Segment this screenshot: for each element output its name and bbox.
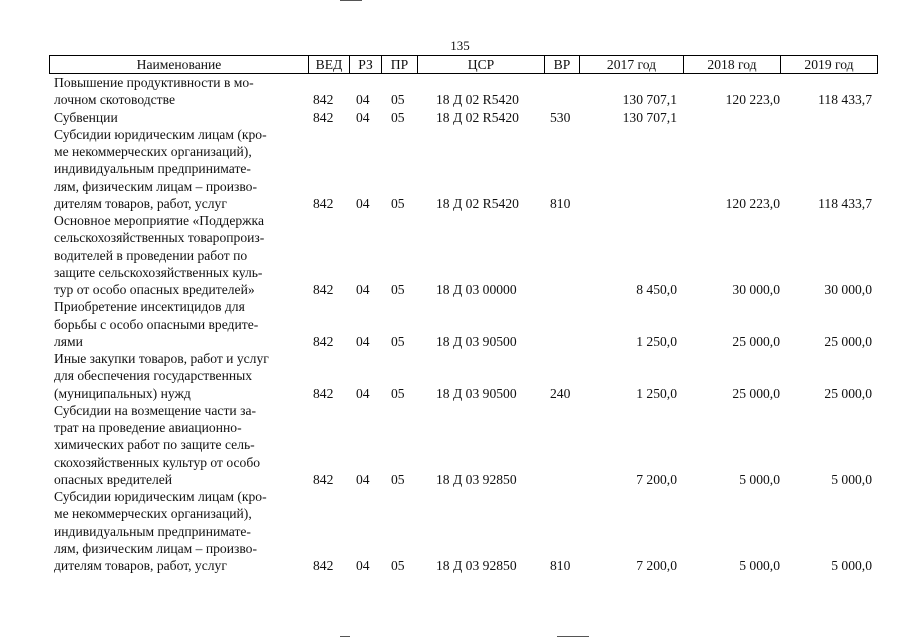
row-name-line: тур от особо опасных вредителей» (54, 282, 255, 297)
row-name-line: Иные закупки товаров, работ и услуг (54, 351, 269, 366)
cell-2017: 7 200,0 (636, 558, 677, 573)
cell-pr: 05 (391, 195, 405, 211)
header-rz: РЗ (349, 56, 381, 73)
cell-csr: 18 Д 02 R5420 (436, 92, 519, 108)
cell-2017: 1 250,0 (636, 333, 677, 349)
cell-pr: 05 (391, 471, 405, 487)
row-name-line: Субвенции (54, 109, 118, 125)
cell-2019 (782, 109, 872, 126)
cell-pr: 05 (391, 282, 405, 297)
row-name-line: борьбы с особо опасными вредите- (54, 316, 259, 332)
cell-pr: 05 (391, 558, 405, 573)
cell-rz: 04 (356, 385, 370, 401)
row-name-line: опасных вредителей (54, 471, 173, 487)
cell-ved: 842 (313, 92, 334, 108)
row-name-line: Основное мероприятие «Поддержка (54, 213, 264, 228)
row-name-line: химических работ по защите сель- (54, 437, 255, 453)
row-name-line: дителям товаров, работ, услуг (54, 195, 227, 211)
cell-2017: 1 250,0 (636, 385, 677, 401)
cell-vr: 810 (550, 558, 571, 573)
cell-2018: 120 223,0 (725, 92, 780, 108)
cell-vr: 240 (550, 385, 571, 401)
cell-rz: 04 (356, 195, 370, 211)
cell-2017: 8 450,0 (636, 282, 677, 297)
cell-csr: 18 Д 03 92850 (436, 558, 517, 573)
row-name-line: для обеспечения государственных (54, 368, 253, 384)
cell-ved: 842 (313, 109, 334, 125)
row-name-line: Субсидии на возмещение части за- (54, 402, 257, 418)
cell-2019: 25 000,0 (824, 385, 872, 401)
cell-ved: 842 (313, 385, 334, 401)
row-name-line: защите сельскохозяйственных куль- (54, 264, 263, 280)
cell-2017: 130 707,1 (622, 92, 677, 108)
row-name-line: индивидуальным предпринимате- (54, 523, 251, 539)
cell-ved: 842 (313, 333, 334, 349)
cell-ved: 842 (313, 282, 334, 297)
cell-rz: 04 (356, 333, 370, 349)
cell-2017: 130 707,1 (622, 109, 677, 125)
cell-vr: 810 (550, 195, 571, 211)
cell-rz: 04 (356, 471, 370, 487)
cell-2018: 120 223,0 (725, 195, 780, 211)
row-name-line: индивидуальным предпринимате- (54, 161, 251, 177)
cell-rz: 04 (356, 558, 370, 573)
cell-vr (550, 471, 576, 488)
header-2017: 2017 год (579, 56, 683, 73)
row-name-line: Субсидии юридическим лицам (кро- (54, 489, 267, 504)
cell-pr: 05 (391, 333, 405, 349)
cell-pr: 05 (391, 385, 405, 401)
cell-vr (550, 91, 576, 108)
cell-csr: 18 Д 02 R5420 (436, 109, 519, 125)
cell-csr: 18 Д 03 90500 (436, 333, 517, 349)
cell-2019: 5 000,0 (831, 471, 872, 487)
row-name-line: водителей в проведении работ по (54, 247, 248, 263)
cell-rz: 04 (356, 282, 370, 297)
scan-mark (557, 636, 589, 637)
header-csr: ЦСР (417, 56, 544, 73)
row-name-line: скохозяйственных культур от особо (54, 454, 261, 470)
cell-csr: 18 Д 03 00000 (436, 282, 517, 297)
row-name-line: лям, физическим лицам – произво- (54, 540, 258, 556)
row-name-line: (муниципальных) нужд (54, 385, 191, 401)
scan-mark (340, 636, 350, 637)
cell-ved: 842 (313, 195, 334, 211)
row-name-line: ме некоммерческих организаций), (54, 506, 252, 522)
cell-2018: 30 000,0 (732, 282, 780, 297)
row-name-line: Приобретение инсектицидов для (54, 299, 245, 315)
cell-2017 (584, 195, 677, 212)
cell-2018: 5 000,0 (739, 558, 780, 573)
header-2018: 2018 год (683, 56, 780, 73)
row-name-line: сельскохозяйственных товаропроиз- (54, 230, 265, 246)
page-number: 135 (450, 38, 470, 53)
row-name-line: Субсидии юридическим лицам (кро- (54, 126, 267, 142)
row-name-line: лочном скотоводстве (54, 92, 175, 108)
cell-rz: 04 (356, 109, 370, 125)
cell-2019: 5 000,0 (831, 558, 872, 573)
cell-vr (550, 333, 576, 350)
header-2019: 2019 год (780, 56, 877, 73)
cell-pr: 05 (391, 109, 405, 125)
cell-2019: 118 433,7 (818, 195, 872, 211)
row-name-line: дителям товаров, работ, услуг (54, 558, 227, 573)
cell-2019: 30 000,0 (824, 282, 872, 297)
cell-2019: 25 000,0 (824, 333, 872, 349)
cell-rz: 04 (356, 92, 370, 108)
row-name-line: Повышение продуктивности в мо- (54, 75, 254, 90)
header-pr: ПР (381, 56, 417, 73)
cell-2018: 25 000,0 (732, 385, 780, 401)
row-name-line: лями (54, 333, 83, 349)
header-ved: ВЕД (308, 56, 349, 73)
cell-ved: 842 (313, 471, 334, 487)
row-name-line: лям, физическим лицам – произво- (54, 178, 258, 194)
table-header (49, 55, 878, 74)
cell-2018: 25 000,0 (732, 333, 780, 349)
row-name-line: трат на проведение авиационно- (54, 420, 242, 435)
header-vr: ВР (544, 56, 579, 73)
scan-mark (340, 0, 362, 1)
cell-2017: 7 200,0 (636, 471, 677, 487)
header-name: Наименование (136, 57, 222, 72)
cell-ved: 842 (313, 558, 334, 573)
cell-2019: 118 433,7 (818, 92, 872, 108)
cell-vr (550, 281, 576, 298)
cell-vr: 530 (550, 109, 571, 125)
cell-pr: 05 (391, 92, 405, 108)
cell-csr: 18 Д 02 R5420 (436, 195, 519, 211)
row-name-line: ме некоммерческих организаций), (54, 144, 252, 159)
cell-csr: 18 Д 03 92850 (436, 471, 517, 487)
cell-2018: 5 000,0 (739, 471, 780, 487)
cell-2018 (687, 109, 780, 126)
cell-csr: 18 Д 03 90500 (436, 385, 517, 401)
